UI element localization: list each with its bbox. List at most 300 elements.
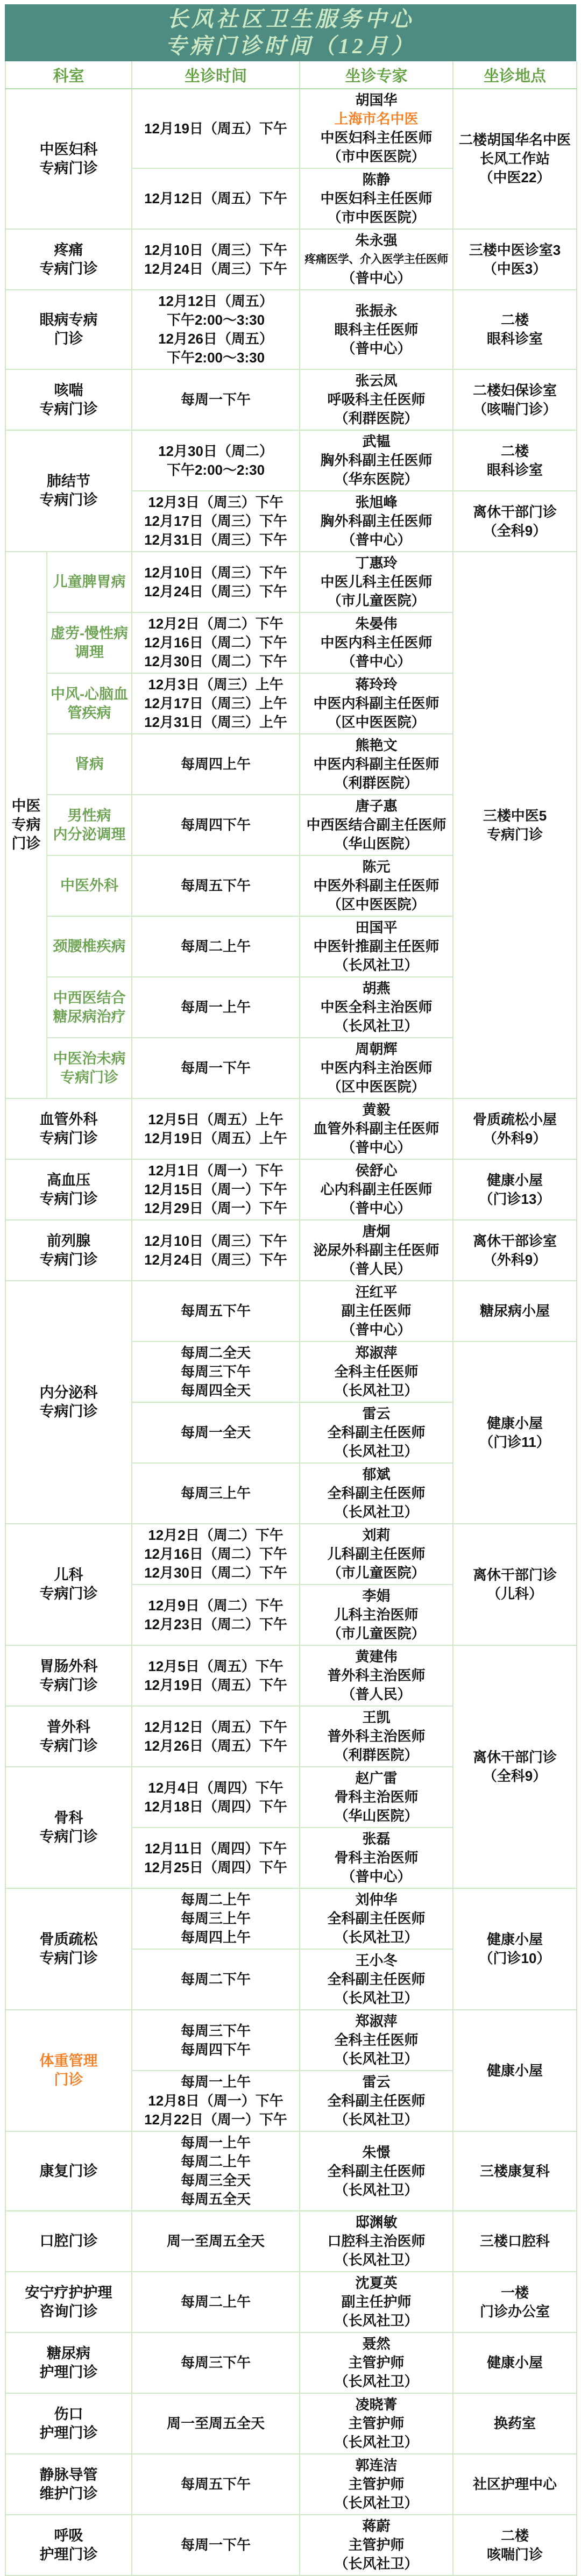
- expert-hospital: （长风社卫）: [334, 1443, 419, 1459]
- expert-title: 全科副主任医师: [327, 1485, 426, 1501]
- expert-title: 骨科主治医师: [334, 1850, 419, 1866]
- table-row: [5, 552, 577, 612]
- location-cell: [453, 229, 577, 290]
- expert-cell: [300, 2454, 453, 2515]
- department-label: 高血压: [47, 1172, 90, 1188]
- location-label: 三楼康复科: [480, 2163, 550, 2179]
- location-cell: [453, 552, 577, 1098]
- time-line: 12月3日（周三）上午: [148, 676, 284, 693]
- department-cell: [5, 1098, 132, 1159]
- location-cell: [453, 89, 577, 229]
- table-row: [5, 2211, 577, 2272]
- department-label: 胃肠外科: [39, 1658, 98, 1674]
- location-label: 三楼口腔科: [480, 2233, 550, 2249]
- table-row: [5, 1281, 577, 1341]
- table-row: [5, 2131, 577, 2211]
- expert-name: 熊艳文: [355, 737, 398, 753]
- time-line: 12月19日（周五）下午: [144, 1676, 287, 1693]
- department-label: 体重管理: [39, 2053, 98, 2069]
- time-line: 每周二上午: [181, 2294, 251, 2310]
- time-cell: [132, 1828, 300, 1888]
- time-cell: [132, 1585, 300, 1645]
- expert-title: 中医针推副主任医师: [313, 938, 440, 954]
- expert-hospital: （长风社卫）: [334, 2111, 419, 2128]
- location-cell: [453, 1524, 577, 1645]
- schedule-sheet: [5, 0, 576, 2576]
- time-line: 12月24日（周三）下午: [144, 260, 287, 277]
- location-cell: [453, 290, 577, 369]
- time-cell: [132, 673, 300, 734]
- expert-name: 胡国华: [355, 92, 398, 108]
- expert-title: 心内科副主任医师: [320, 1181, 433, 1197]
- time-cell: [132, 612, 300, 673]
- time-line: 每周二上午: [181, 1892, 251, 1908]
- expert-hospital: （市儿童医院）: [327, 593, 426, 609]
- expert-name: 郑淑萍: [355, 1345, 398, 1361]
- expert-title: 普外科主治医师: [327, 1667, 426, 1683]
- department-label: 护理门诊: [39, 2424, 98, 2441]
- time-line: 12月23日（周二）下午: [144, 1616, 287, 1632]
- time-cell: [132, 2010, 300, 2071]
- time-line: 12月25日（周四）下午: [144, 1859, 287, 1875]
- time-line: 每周四上午: [181, 756, 251, 772]
- expert-hospital: （区中医医院）: [327, 896, 426, 912]
- expert-cell: [300, 1706, 453, 1767]
- location-label: 眼科诊室: [487, 461, 543, 478]
- expert-cell: [300, 290, 453, 369]
- location-label: （外科9）: [483, 1251, 547, 1268]
- expert-title: 骨科主治医师: [334, 1789, 419, 1805]
- expert-cell: [300, 673, 453, 734]
- time-line: 12月18日（周四）下午: [144, 1798, 287, 1815]
- expert-title: 儿科主治医师: [334, 1607, 419, 1623]
- sub-department-label: 中西医结合: [53, 989, 126, 1006]
- sub-department-label: 儿童脾胃病: [53, 574, 126, 590]
- time-line: 每周三下午: [181, 2354, 251, 2371]
- sub-department-label: 专病门诊: [60, 1069, 118, 1086]
- expert-name: 郁斌: [362, 1466, 391, 1482]
- expert-title: 主管护师: [348, 2415, 405, 2431]
- expert-name: 王小冬: [355, 1952, 398, 1968]
- department-cell: [5, 2211, 132, 2272]
- expert-name: 凌晓菁: [355, 2396, 398, 2413]
- expert-title: 眼科主任医师: [334, 321, 419, 338]
- expert-name: 周朝辉: [355, 1041, 398, 1057]
- expert-cell: [300, 1828, 453, 1888]
- department-label: 康复门诊: [39, 2163, 98, 2179]
- expert-hospital: （市中医医院）: [327, 209, 426, 225]
- location-label: 二楼: [501, 443, 529, 459]
- expert-title: 全科副主任医师: [327, 2093, 426, 2109]
- column-header-row: [5, 61, 577, 89]
- expert-name: 王凯: [362, 1709, 391, 1725]
- department-label: 咳喘: [54, 382, 83, 398]
- expert-title: 中医全科主治医师: [320, 999, 433, 1015]
- time-cell: [132, 552, 300, 612]
- sub-department-label: 调理: [75, 644, 104, 660]
- department-cell: [5, 369, 132, 430]
- time-cell: [132, 2515, 300, 2575]
- time-cell: [132, 229, 300, 290]
- expert-title: 中医妇科主任医师: [320, 130, 433, 146]
- location-cell: [453, 1341, 577, 1524]
- expert-cell: [300, 1463, 453, 1524]
- department-label: 专病门诊: [39, 1403, 98, 1419]
- expert-cell: [300, 2515, 453, 2575]
- expert-hospital: （长风社卫）: [334, 1382, 419, 1398]
- expert-hospital: （普中心）: [341, 1139, 412, 1155]
- expert-cell: [300, 2332, 453, 2393]
- time-line: 每周三上午: [181, 1910, 251, 1926]
- time-line: 12月4日（周四）下午: [148, 1779, 284, 1796]
- sub-department-label: 中医外科: [60, 877, 118, 894]
- time-cell: [132, 1706, 300, 1767]
- location-label: 专病门诊: [487, 826, 543, 843]
- department-cell: [5, 1159, 132, 1220]
- expert-hospital: （普人民）: [341, 1261, 412, 1277]
- location-cell: [453, 430, 577, 491]
- time-line: 每周四全天: [181, 1382, 251, 1398]
- expert-title: 儿科副主任医师: [327, 1546, 426, 1562]
- expert-hospital: （区中医医院）: [327, 714, 426, 730]
- time-cell: [132, 2454, 300, 2515]
- expert-name: 邸渊敏: [355, 2214, 398, 2230]
- location-label: 离休干部门诊: [473, 1749, 557, 1765]
- department-label: 门诊: [54, 2072, 83, 2088]
- expert-hospital: （普中心）: [341, 1322, 412, 1338]
- expert-hospital: （普中心）: [341, 340, 412, 356]
- time-line: 12月24日（周三）下午: [144, 1251, 287, 1268]
- department-cell: [5, 89, 132, 229]
- time-line: 12月12日（周五）下午: [144, 1718, 287, 1735]
- expert-cell: [300, 2272, 453, 2332]
- col-header-time: 坐诊时间: [132, 61, 300, 89]
- department-cell: [5, 229, 132, 290]
- expert-title: 胸外科副主任医师: [320, 513, 433, 529]
- department-label: 糖尿病: [47, 2345, 90, 2361]
- expert-name: 黄毅: [362, 1102, 391, 1118]
- location-label: 社区护理中心: [473, 2476, 557, 2492]
- location-cell: [453, 2332, 577, 2393]
- expert-name: 唐炯: [362, 1223, 391, 1239]
- department-label: 血管外科: [39, 1111, 98, 1128]
- expert-cell: [300, 1098, 453, 1159]
- table-row: [5, 89, 577, 168]
- department-label: 护理门诊: [39, 2546, 98, 2563]
- time-line: 每周五下午: [181, 1303, 251, 1319]
- expert-cell: [300, 1402, 453, 1463]
- expert-title: 全科副主任医师: [327, 1424, 426, 1440]
- expert-cell: [300, 1585, 453, 1645]
- table-row: [5, 2332, 577, 2393]
- department-label: 疼痛: [54, 241, 83, 258]
- department-label: 专病门诊: [39, 401, 98, 417]
- expert-cell: [300, 229, 453, 290]
- time-cell: [132, 2211, 300, 2272]
- department-label: 门诊: [54, 331, 83, 347]
- expert-hospital: （市中医医院）: [327, 148, 426, 165]
- table-row: [5, 2393, 577, 2454]
- col-header-location: 坐诊地点: [453, 61, 577, 89]
- time-cell: [132, 2071, 300, 2131]
- department-cell: [5, 430, 132, 552]
- expert-name: 张磊: [362, 1831, 391, 1847]
- time-cell: [132, 1767, 300, 1828]
- location-cell: [453, 2131, 577, 2211]
- expert-name: 侯舒心: [355, 1162, 398, 1179]
- expert-cell: [300, 2010, 453, 2071]
- expert-hospital: （普中心）: [341, 1868, 412, 1885]
- expert-cell: [300, 795, 453, 855]
- expert-honor: 上海市名中医: [334, 111, 419, 127]
- department-label: 专病门诊: [39, 1737, 98, 1754]
- expert-hospital: （华山医院）: [334, 836, 419, 852]
- time-cell: [132, 1220, 300, 1281]
- time-cell: [132, 795, 300, 855]
- department-label: 前列腺: [47, 1232, 90, 1249]
- department-label: 呼吸: [54, 2527, 83, 2544]
- department-label: 专病门诊: [39, 1950, 98, 1966]
- sub-department-cell: [47, 612, 132, 673]
- expert-cell: [300, 89, 453, 168]
- location-label: 糖尿病小屋: [480, 1303, 550, 1319]
- location-label: （中医22）: [479, 169, 551, 185]
- time-line: 12月12日（周五）: [158, 293, 273, 309]
- expert-hospital: （华山医院）: [334, 1808, 419, 1824]
- sub-department-cell: [47, 552, 132, 612]
- location-label: 健康小屋: [487, 1172, 543, 1188]
- expert-title: 中西医结合副主任医师: [306, 817, 447, 833]
- expert-title: 中医内科副主任医师: [313, 756, 440, 772]
- time-line: 每周五全天: [181, 2191, 251, 2207]
- time-line: 12月2日（周二）下午: [148, 1527, 284, 1543]
- expert-cell: [300, 430, 453, 491]
- time-cell: [132, 1463, 300, 1524]
- expert-cell: [300, 168, 453, 229]
- location-cell: [453, 2010, 577, 2131]
- expert-name: 唐子惠: [355, 798, 398, 814]
- time-line: 12月26日（周五）下午: [144, 1737, 287, 1754]
- time-line: 12月1日（周一）下午: [148, 1162, 284, 1179]
- department-group-label: 专病: [11, 817, 41, 833]
- expert-cell: [300, 1645, 453, 1706]
- department-label: 专病门诊: [39, 492, 98, 508]
- time-line: 每周一下午: [181, 2537, 251, 2553]
- expert-hospital: （普中心）: [341, 532, 412, 548]
- location-label: 三楼中医5: [483, 807, 547, 824]
- time-line: 12月10日（周三）下午: [144, 1232, 287, 1249]
- location-label: （咳喘门诊）: [473, 401, 557, 417]
- expert-title: 泌尿外科副主任医师: [313, 1242, 440, 1258]
- poster-title-line1: 长风社区卫生服务中心: [167, 7, 414, 31]
- sub-department-label: 糖尿病治疗: [53, 1008, 126, 1025]
- expert-title: 主管护师: [348, 2537, 405, 2553]
- location-cell: [453, 2211, 577, 2272]
- time-line: 12月24日（周三）下午: [144, 583, 287, 600]
- department-cell: [5, 2454, 132, 2515]
- time-line: 每周一下午: [181, 1060, 251, 1076]
- sub-department-cell: [47, 734, 132, 795]
- expert-hospital: （长风社卫）: [334, 1929, 419, 1945]
- department-label: 中医妇科: [39, 141, 98, 158]
- expert-name: 李娟: [362, 1588, 391, 1604]
- time-line: 每周一下午: [181, 391, 251, 408]
- expert-cell: [300, 369, 453, 430]
- time-line: 12月22日（周一）下午: [144, 2111, 287, 2128]
- department-label: 内分泌科: [39, 1385, 98, 1401]
- expert-hospital: （长风社卫）: [334, 2495, 419, 2511]
- expert-name: 沈夏英: [355, 2275, 398, 2291]
- time-line: 每周五下午: [181, 2476, 251, 2492]
- department-cell: [5, 1767, 132, 1888]
- location-label: 离休干部门诊: [473, 503, 557, 520]
- expert-title: 中医儿科主任医师: [320, 574, 433, 590]
- department-cell: [5, 2332, 132, 2393]
- time-line: 每周二上午: [181, 2153, 251, 2170]
- location-label: 三楼中医诊室3: [469, 241, 561, 258]
- department-cell: [5, 2131, 132, 2211]
- expert-cell: [300, 2131, 453, 2211]
- table-row: [5, 290, 577, 369]
- col-header-expert: 坐诊专家: [300, 61, 453, 89]
- location-cell: [453, 1888, 577, 2010]
- department-cell: [5, 290, 132, 369]
- location-label: 一楼: [501, 2284, 529, 2301]
- location-label: 骨质疏松小屋: [473, 1111, 557, 1128]
- location-cell: [453, 1098, 577, 1159]
- location-cell: [453, 2393, 577, 2454]
- department-label: 专病门诊: [39, 1190, 98, 1207]
- expert-hospital: （利群医院）: [334, 410, 419, 426]
- expert-cell: [300, 1888, 453, 1949]
- expert-hospital: （利群医院）: [334, 1747, 419, 1763]
- expert-hospital: （长风社卫）: [334, 2051, 419, 2067]
- table-row: [5, 1220, 577, 1281]
- expert-title: 中医妇科主任医师: [320, 190, 433, 206]
- expert-cell: [300, 916, 453, 977]
- department-label: 专病门诊: [39, 160, 98, 176]
- department-cell: [5, 1645, 132, 1706]
- expert-cell: [300, 1341, 453, 1402]
- location-label: （门诊13）: [479, 1190, 551, 1207]
- department-cell: [5, 1524, 132, 1645]
- time-line: 12月16日（周二）下午: [144, 634, 287, 651]
- time-cell: [132, 2332, 300, 2393]
- table-row: [5, 369, 577, 430]
- table-row: [5, 229, 577, 290]
- expert-title: 主管护师: [348, 2476, 405, 2492]
- sub-department-label: 中医治未病: [53, 1050, 126, 1067]
- location-label: 健康小屋: [487, 2354, 543, 2371]
- time-cell: [132, 369, 300, 430]
- time-line: 下午2:00～3:30: [166, 312, 265, 328]
- expert-name: 郭连洁: [355, 2457, 398, 2473]
- expert-hospital: （华东医院）: [334, 471, 419, 487]
- sub-department-cell: [47, 1038, 132, 1098]
- time-line: 12月29日（周一）下午: [144, 1200, 287, 1216]
- expert-title: 副主任医师: [341, 1303, 412, 1319]
- time-line: 12月10日（周三）下午: [144, 564, 287, 581]
- department-label: 咨询门诊: [39, 2303, 98, 2320]
- col-header-department: 科室: [5, 61, 132, 89]
- time-line: 下午2:00～2:30: [166, 461, 265, 478]
- expert-hospital: （区中医医院）: [327, 1079, 426, 1095]
- location-cell: [453, 369, 577, 430]
- expert-cell: [300, 2211, 453, 2272]
- sub-department-label: 中风-心脑血: [51, 686, 128, 702]
- location-cell: [453, 2272, 577, 2332]
- expert-cell: [300, 1524, 453, 1585]
- expert-hospital: （长风社卫）: [334, 1504, 419, 1520]
- department-label: 口腔门诊: [39, 2233, 98, 2249]
- time-line: 12月8日（周一）下午: [148, 2093, 284, 2109]
- expert-name: 雷云: [362, 2074, 391, 2090]
- expert-cell: [300, 1159, 453, 1220]
- expert-title: 中医内科主治医师: [320, 1060, 433, 1076]
- sub-department-label: 颈腰椎疾病: [53, 938, 126, 954]
- time-line: 12月17日（周三）下午: [144, 513, 287, 529]
- time-line: 12月12日（周五）下午: [144, 190, 287, 206]
- time-line: 12月17日（周三）上午: [144, 695, 287, 711]
- sub-department-label: 男性病: [67, 807, 111, 824]
- department-group-label: 门诊: [11, 836, 41, 852]
- location-label: （中医3）: [483, 260, 547, 277]
- time-line: 每周二全天: [181, 1345, 251, 1361]
- time-line: 12月10日（周三）下午: [144, 241, 287, 258]
- time-line: 周一至周五全天: [167, 2233, 265, 2249]
- expert-title: 主管护师: [348, 2354, 405, 2371]
- expert-title: 中医内科主任医师: [320, 634, 433, 651]
- department-label: 安宁疗护护理: [25, 2284, 112, 2301]
- expert-title: 疼痛医学、介入医学主任医师: [304, 253, 448, 266]
- department-label: 专病门诊: [39, 1130, 98, 1146]
- department-cell: [5, 2010, 132, 2131]
- expert-name: 汪红平: [355, 1284, 398, 1300]
- expert-cell: [300, 855, 453, 916]
- expert-hospital: （长风社卫）: [334, 2313, 419, 2329]
- expert-hospital: （长风社卫）: [334, 2434, 419, 2450]
- time-line: 12月5日（周五）上午: [148, 1111, 284, 1128]
- sub-department-cell: [47, 673, 132, 734]
- expert-cell: [300, 1281, 453, 1341]
- location-label: （儿科）: [487, 1586, 543, 1602]
- time-cell: [132, 89, 300, 168]
- expert-title: 中医内科副主任医师: [313, 695, 440, 711]
- table-row: [5, 1524, 577, 1585]
- time-cell: [132, 1402, 300, 1463]
- department-cell: [5, 2272, 132, 2332]
- time-cell: [132, 734, 300, 795]
- time-line: 每周二上午: [181, 938, 251, 954]
- department-cell: [5, 1281, 132, 1524]
- expert-cell: [300, 1767, 453, 1828]
- time-line: 每周一上午: [181, 2074, 251, 2090]
- time-line: 周一至周五全天: [167, 2415, 265, 2431]
- expert-title: 呼吸科主任医师: [327, 391, 426, 408]
- expert-hospital: （长风社卫）: [334, 2252, 419, 2268]
- time-line: 12月15日（周一）下午: [144, 1181, 287, 1197]
- time-line: 每周一上午: [181, 2135, 251, 2151]
- expert-cell: [300, 1038, 453, 1098]
- time-cell: [132, 1949, 300, 2010]
- time-cell: [132, 430, 300, 491]
- expert-cell: [300, 1949, 453, 2010]
- table-row: [5, 430, 577, 491]
- department-label: 骨质疏松: [39, 1931, 98, 1947]
- time-line: 每周三全天: [181, 2172, 251, 2188]
- expert-title: 全科主任医师: [334, 2032, 419, 2048]
- time-line: 12月19日（周五）上午: [144, 1130, 287, 1146]
